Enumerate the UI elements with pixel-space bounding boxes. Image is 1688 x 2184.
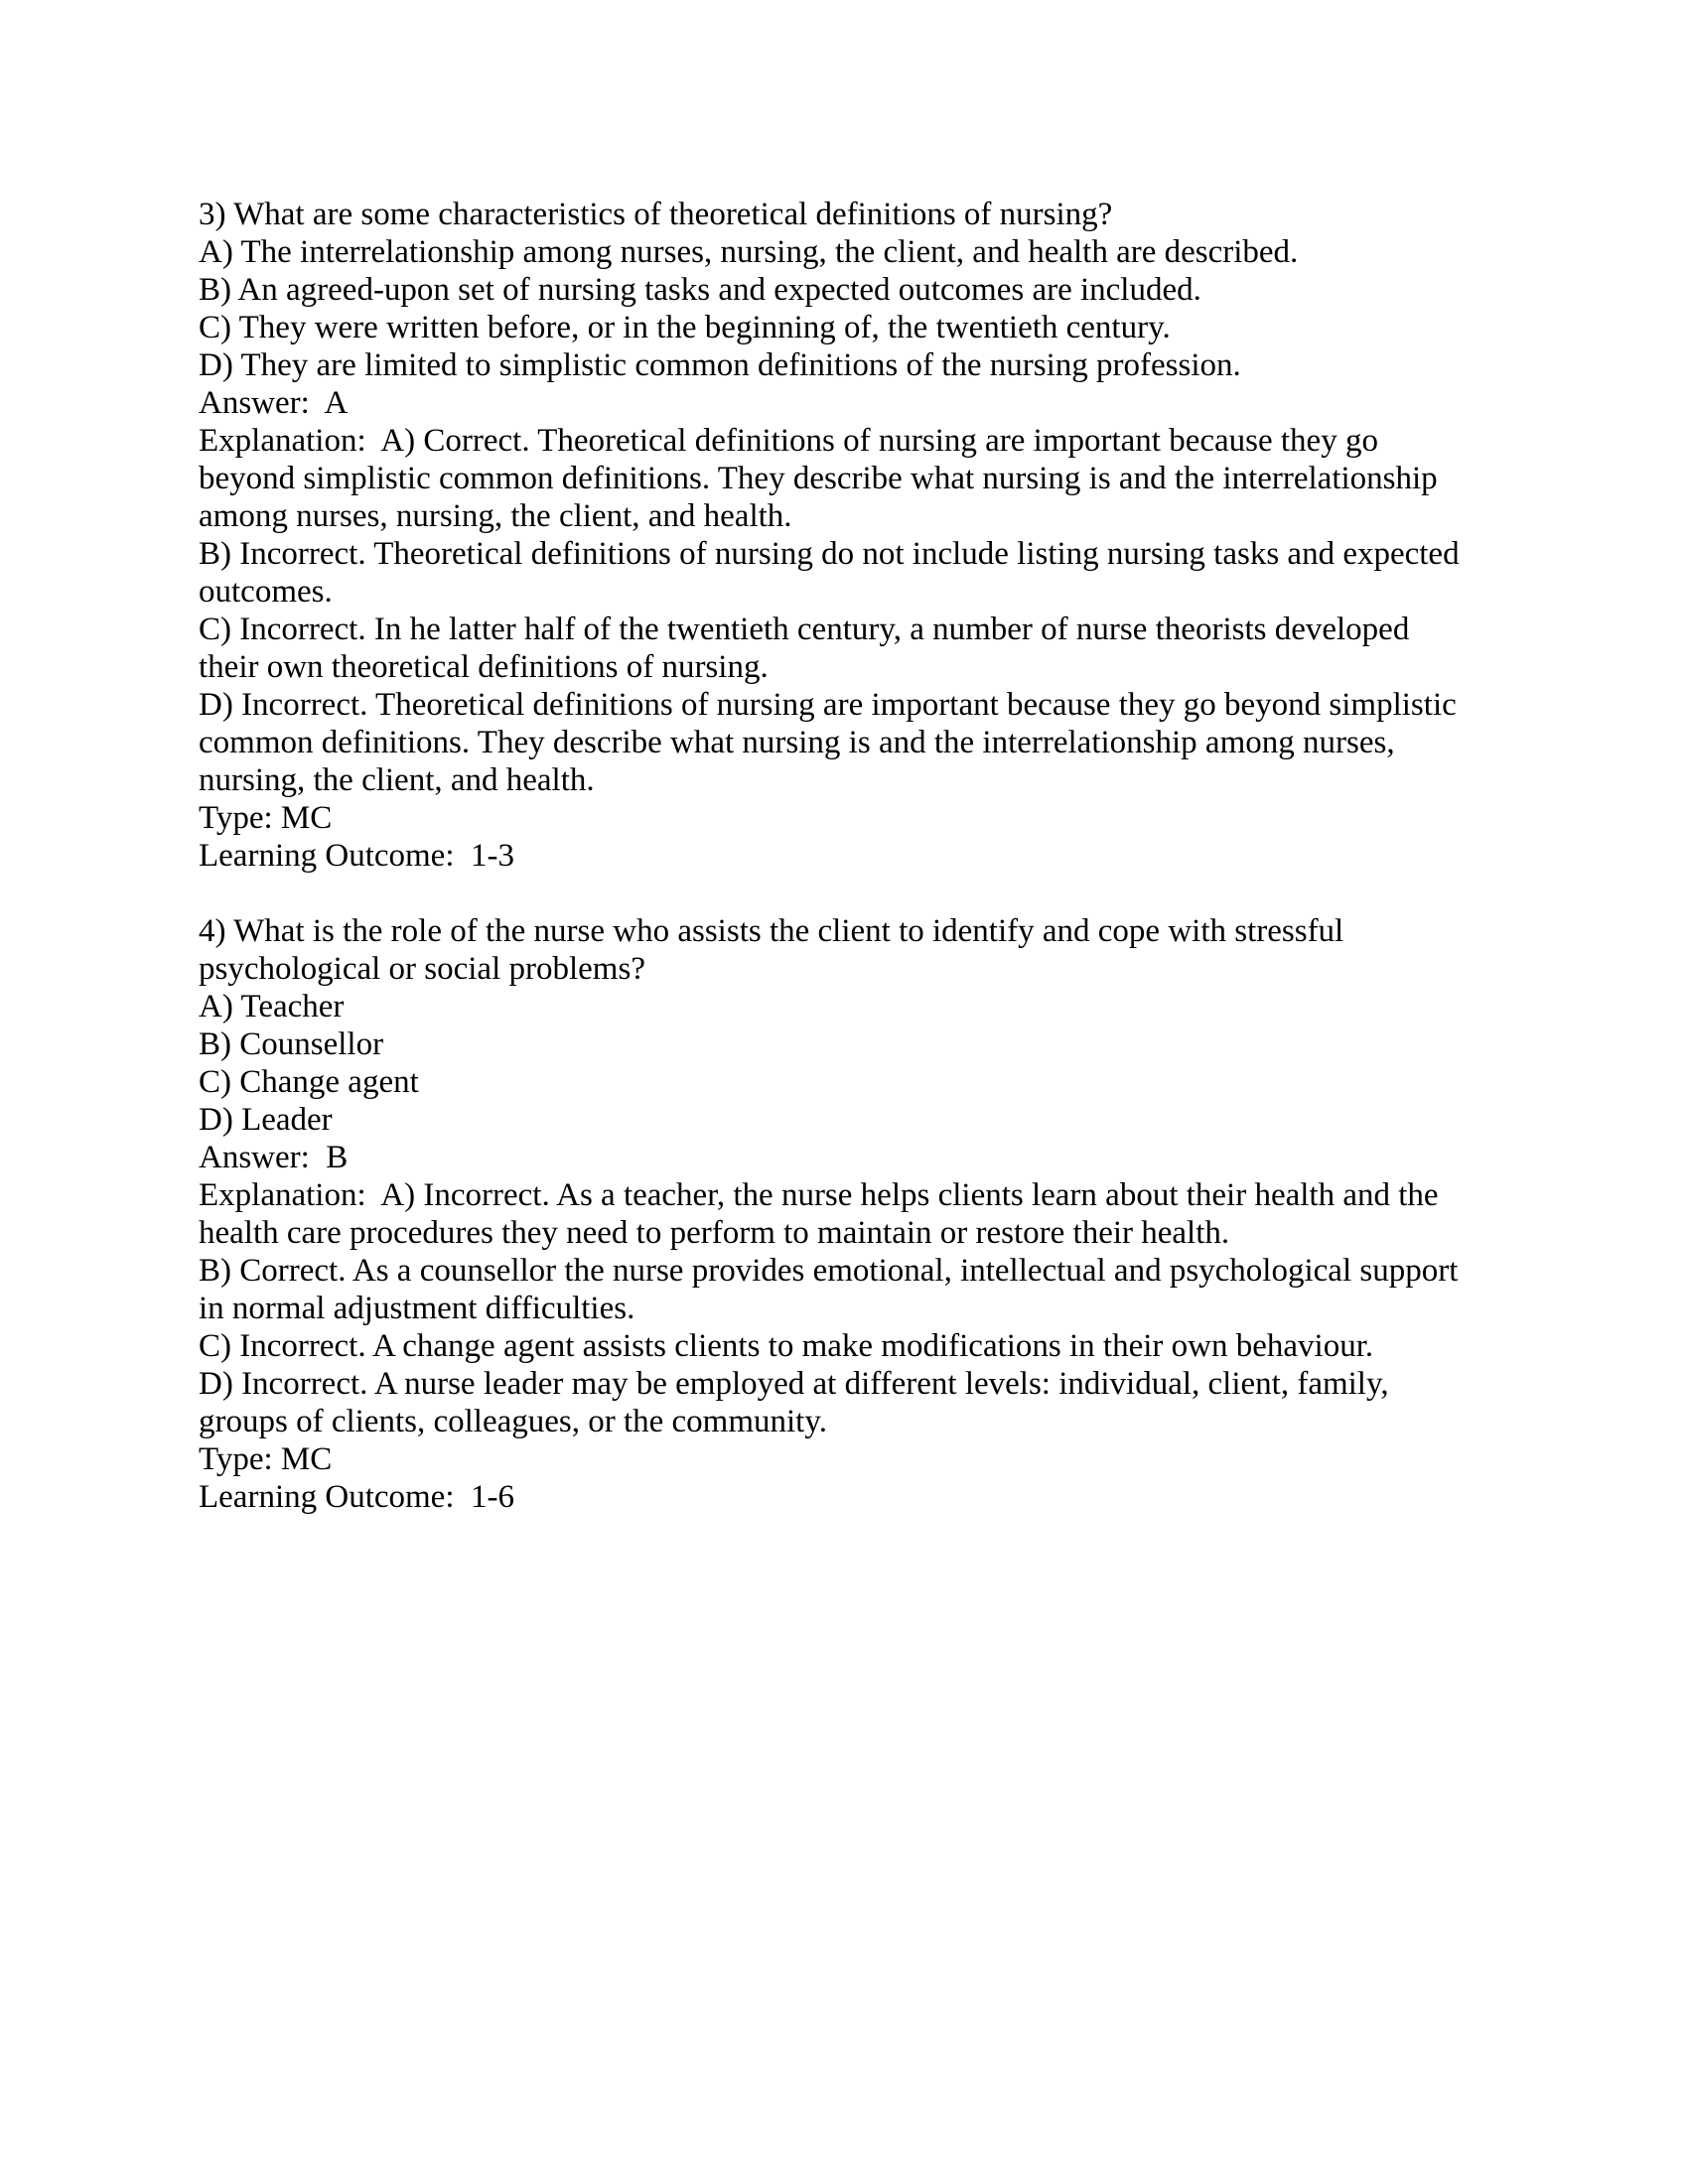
explanation-line: D) Incorrect. Theoretical definitions of nursing are important because they go beyond simplistic bbox=[199, 687, 1457, 723]
explanation-line: beyond simplistic common definitions. They describe what nursing is and the interrelationship bbox=[199, 461, 1438, 496]
explanation-line: in normal adjustment difficulties. bbox=[199, 1291, 635, 1326]
option-d: D) Leader bbox=[199, 1102, 333, 1138]
option-b: B) Counsellor bbox=[199, 1026, 384, 1062]
explanation-line: their own theoretical definitions of nursing. bbox=[199, 649, 769, 685]
explanation-line: health care procedures they need to perform to maintain or restore their health. bbox=[199, 1215, 1230, 1251]
option-c: C) They were written before, or in the beginning of, the twentieth century. bbox=[199, 310, 1171, 345]
question-3-stem: 3) What are some characteristics of theoretical definitions of nursing? bbox=[199, 197, 1113, 232]
learning-outcome-line: Learning Outcome: 1-6 bbox=[199, 1479, 514, 1515]
learning-outcome-line: Learning Outcome: 1-3 bbox=[199, 838, 514, 874]
explanation-line: C) Incorrect. In he latter half of the twentieth century, a number of nurse theorists developed bbox=[199, 612, 1410, 647]
option-a: A) The interrelationship among nurses, nursing, the client, and health are described. bbox=[199, 234, 1299, 270]
document-page bbox=[199, 196, 1489, 1516]
explanation-line: outcomes. bbox=[199, 574, 333, 610]
option-c: C) Change agent bbox=[199, 1064, 419, 1100]
explanation-line: B) Correct. As a counsellor the nurse provides emotional, intellectual and psychological support bbox=[199, 1253, 1459, 1289]
explanation-line: B) Incorrect. Theoretical definitions of nursing do not include listing nursing tasks and expected bbox=[199, 536, 1460, 572]
type-line: Type: MC bbox=[199, 1441, 333, 1477]
explanation-line: common definitions. They describe what nursing is and the interrelationship among nurses, bbox=[199, 725, 1395, 760]
question-3-block bbox=[199, 196, 1489, 875]
question-4-stem: psychological or social problems? bbox=[199, 951, 645, 987]
explanation-line: nursing, the client, and health. bbox=[199, 762, 595, 798]
type-line: Type: MC bbox=[199, 800, 333, 836]
explanation-line: groups of clients, colleagues, or the community. bbox=[199, 1404, 827, 1439]
answer-line: Answer: B bbox=[199, 1140, 349, 1175]
explanation-line: C) Incorrect. A change agent assists clients to make modifications in their own behaviour. bbox=[199, 1328, 1374, 1364]
explanation-line: D) Incorrect. A nurse leader may be employed at different levels: individual, client, family, bbox=[199, 1366, 1389, 1402]
question-4-stem: 4) What is the role of the nurse who assists the client to identify and cope with stressful bbox=[199, 913, 1344, 949]
explanation-line: Explanation: A) Correct. Theoretical definitions of nursing are important because they go bbox=[199, 423, 1378, 459]
option-a: A) Teacher bbox=[199, 989, 345, 1024]
explanation-line: Explanation: A) Incorrect. As a teacher, the nurse helps clients learn about their health and the bbox=[199, 1177, 1439, 1213]
explanation-line: among nurses, nursing, the client, and health. bbox=[199, 498, 792, 534]
question-4-block bbox=[199, 912, 1489, 1516]
answer-line: Answer: A bbox=[199, 385, 349, 421]
option-d: D) They are limited to simplistic common definitions of the nursing profession. bbox=[199, 347, 1241, 383]
option-b: B) An agreed-upon set of nursing tasks and expected outcomes are included. bbox=[199, 272, 1201, 308]
